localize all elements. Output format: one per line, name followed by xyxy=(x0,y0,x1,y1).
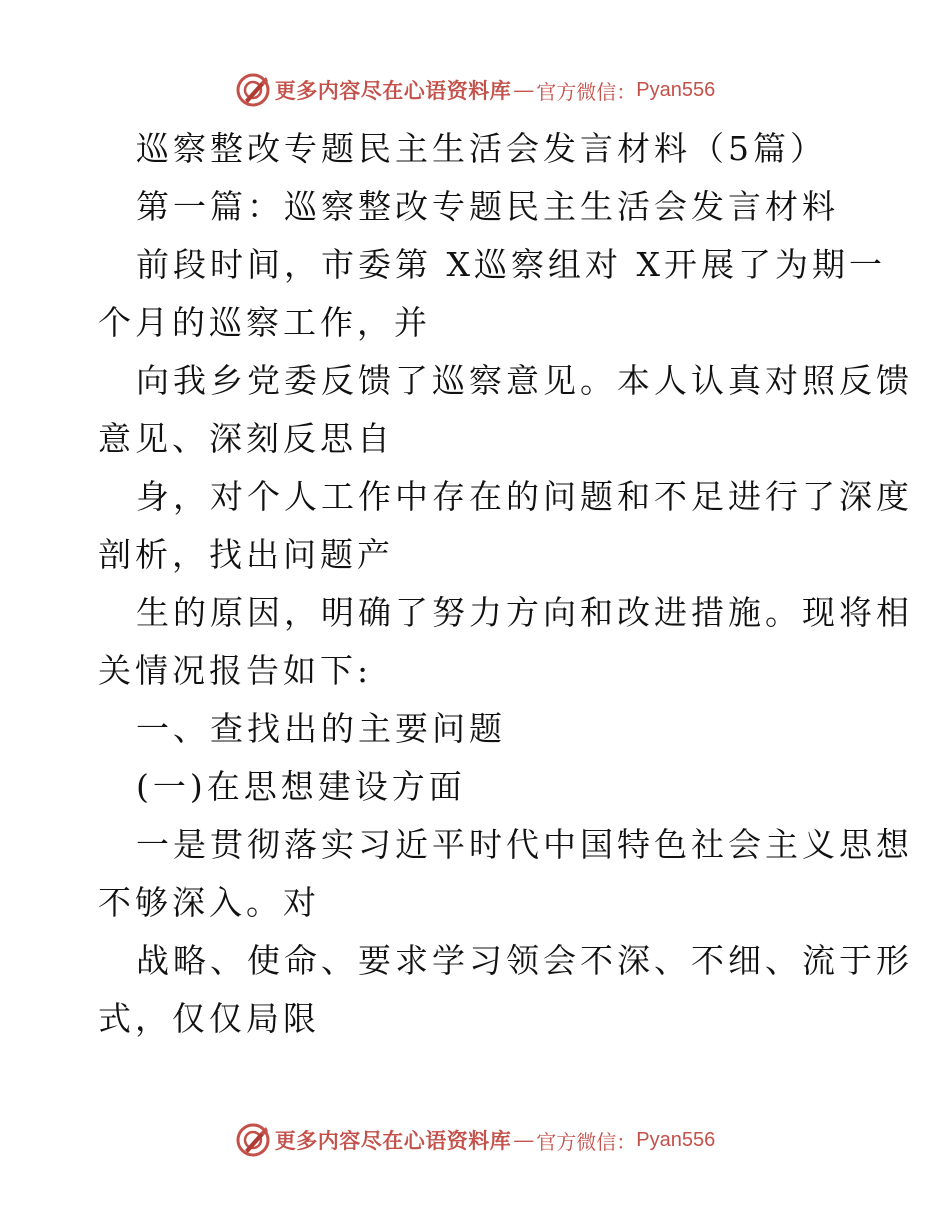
paragraph-line: 意见、深刻反思自 xyxy=(98,419,394,458)
paragraph-line: 不够深入。对 xyxy=(98,883,320,922)
brand-logo-icon xyxy=(235,72,271,108)
section-heading: 第一篇：巡察整改专题民主生活会发言材料 xyxy=(136,187,839,226)
banner-dash: — xyxy=(513,1128,535,1152)
paragraph-line: 身，对个人工作中存在的问题和不足进行了深度 xyxy=(136,477,913,516)
paragraph-line: 前段时间，市委第 X巡察组对 X开展了为期一 xyxy=(136,245,886,284)
paragraph-line: 式，仅仅局限 xyxy=(98,999,320,1038)
document-title: 巡察整改专题民主生活会发言材料（5篇） xyxy=(136,129,827,168)
subsection-heading: (一)在思想建设方面 xyxy=(136,767,466,806)
footer-banner xyxy=(0,1120,950,1160)
banner-wechat-label: 官方微信： xyxy=(536,79,637,104)
brand-logo-icon xyxy=(235,1122,271,1158)
banner-text: 更多内容尽在心语资料库 xyxy=(274,1128,512,1153)
paragraph-line: 关情况报告如下: xyxy=(98,651,373,690)
paragraph-line: 一是贯彻落实习近平时代中国特色社会主义思想 xyxy=(136,825,913,864)
paragraph-line: 向我乡党委反馈了巡察意见。本人认真对照反馈 xyxy=(136,361,913,400)
banner-text: 更多内容尽在心语资料库 xyxy=(274,78,512,103)
paragraph-line: 生的原因，明确了努力方向和改进措施。现将相 xyxy=(136,593,913,632)
paragraph-line: 个月的巡察工作，并 xyxy=(98,303,431,342)
banner-dash: — xyxy=(513,78,535,102)
paragraph-line: 剖析，找出问题产 xyxy=(98,535,394,574)
banner-wechat-id: Pyan556 xyxy=(636,1128,716,1151)
document-body xyxy=(98,120,913,1048)
header-banner xyxy=(0,70,950,110)
paragraph-line: 战略、使命、要求学习领会不深、不细、流于形 xyxy=(136,941,913,980)
subsection-heading: 一、查找出的主要问题 xyxy=(136,709,506,748)
banner-wechat-id: Pyan556 xyxy=(636,78,716,101)
banner-wechat-label: 官方微信： xyxy=(536,1129,637,1154)
